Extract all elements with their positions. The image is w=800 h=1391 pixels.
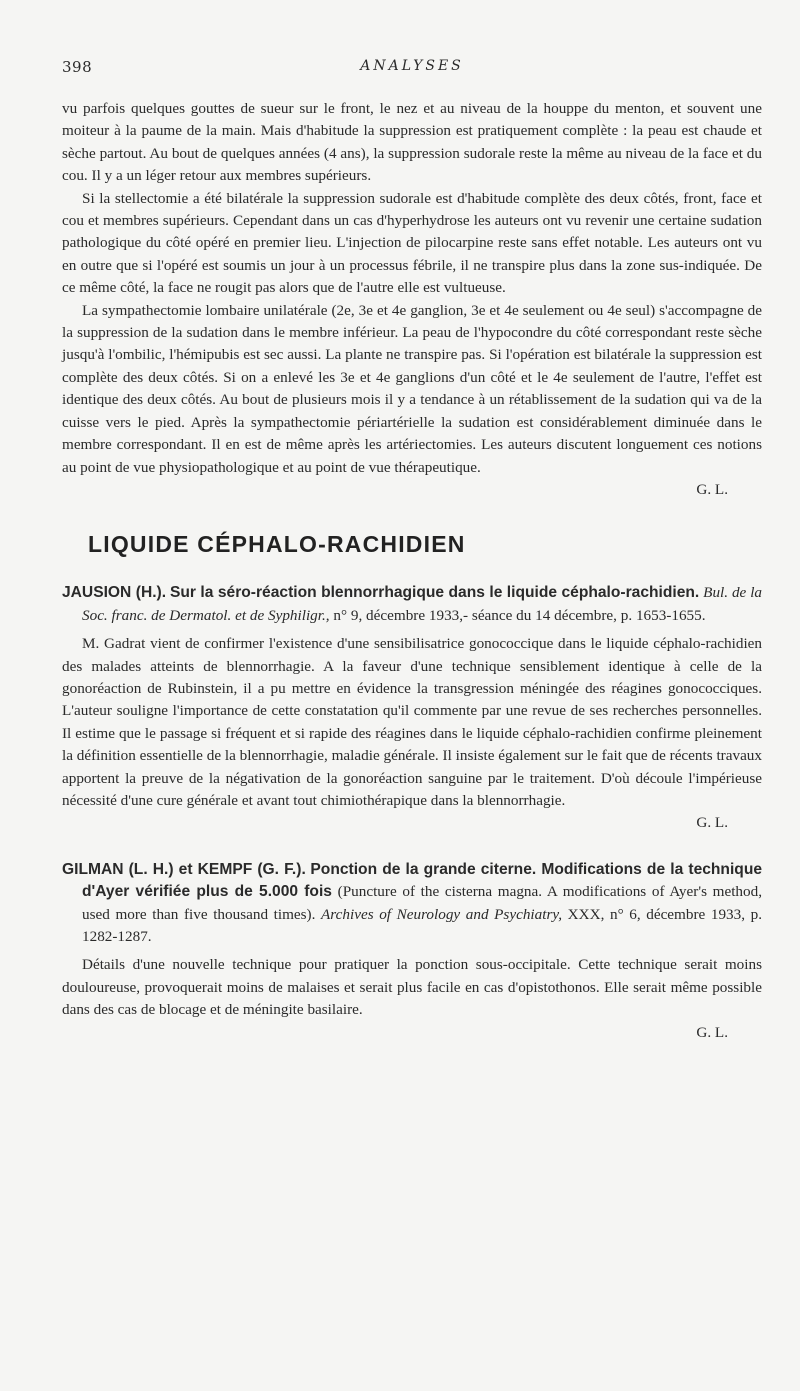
entry-journal: Archives of Neurology and Psychiatry, <box>321 905 563 923</box>
signature: G. L. <box>696 480 728 498</box>
page-number: 398 <box>62 58 93 76</box>
entry-translation: (Puncture of the cisterna magna. A modifications of Ayer's method, used more than five thousand times). <box>82 883 762 923</box>
entry-title: Sur la séro-réaction blennorrhagique dans le liquide céphalo-rachidien. <box>169 584 700 602</box>
signature: G. L. <box>696 814 728 832</box>
header-title: ANALYSES <box>360 58 464 74</box>
entry-authors: JAUSION (H.). <box>62 584 167 602</box>
intro-paragraph: Si la stellectomie a été bilatérale la suppression sudorale est d'habitude complète des deux côtés, front, face et cou et membres supérieurs. Cependant dans un cas d'hyperhydrose les auteurs ont vu revenir une certaine sudation pathologique du côté opéré en premier lieu. L'injection de pilocarpine reste sans effet notable. Les auteurs ont vu en outre que si l'opéré est soumis un jour à un processus fébrile, il ne transpire plus dans la zone sus-indiquée. De ce même côté, la face ne rougit pas alors que de l'autre elle est vultueuse. <box>62 189 762 297</box>
entry-header <box>62 859 762 949</box>
signature: G. L. <box>696 1023 728 1041</box>
entry-citation: XXX, n° 6, décembre 1933, p. 1282-1287. <box>82 905 763 945</box>
intro-text <box>62 98 762 501</box>
intro-paragraph: La sympathectomie lombaire unilatérale (2e, 3e et 4e ganglion, 3e et 4e seulement ou 4e seul) s'accompagne de la suppression de la sudation dans le membre inférieur. La peau de l'hypocondre du côté correspondant reste sèche jusqu'à l'ombilic, l'hémipubis est sec aussi. La plante ne transpire pas. Si l'opération est bilatérale la suppression est complète des deux côtés. Si on a enlevé les 3e et 4e ganglions d'un côté et le 4e seulement de l'autre, l'effet est identique des deux côtés. Au bout de plusieurs mois il y a tendance à un rétablissement de la sudation qui va de la cuisse vers le pied. Après la sympathectomie périartérielle la sudation est considérablement diminuée dans le membre correspondant. Il en est de même après les artériectomies. Les auteurs discutent longuement ces notions au point de vue physiopathologique et au point de vue thérapeutique. <box>62 301 762 476</box>
entry-body: M. Gadrat vient de confirmer l'existence d'une sensibilisatrice gonococcique dans le liquide céphalo-rachidien des malades atteints de blennorrhagie. A la faveur d'une technique sensiblement identique à celle de la gonoréaction de Rubinstein, il a pu mettre en évidence la transgression méningée des réagines gonococciques. L'auteur souligne l'importance de cette constatation qu'il commente par une revue de ses recherches personnelles. Il estime que le passage si fréquent et si rapide des réagines dans le liquide céphalo-rachidien confirme pleinement la définition essentielle de la blennorrhagie, maladie générale. Il insiste également sur le fait que de récents travaux apportent la preuve de la négativation de la gonoréaction sanguine par le traitement. D'où découle l'impérieuse nécessité d'une cure générale et avant tout chimiothérapique dans la blennorrhagie. <box>62 635 762 809</box>
section-heading: LIQUIDE CÉPHALO-RACHIDIEN <box>88 531 466 558</box>
entry-body: Détails d'une nouvelle technique pour pratiquer la ponction sous-occipitale. Cette technique serait moins douloureuse, provoquerait moins de malaises et serait plus facile en cas d'opistothonos. Elle serait même possible dans des cas de blocage et de méningite basilaire. <box>62 956 762 1019</box>
entry-header <box>62 582 762 627</box>
analysis-entry <box>62 859 762 1044</box>
entry-authors: GILMAN (L. H.) et KEMPF (G. F.). <box>62 860 306 878</box>
running-head <box>62 58 762 88</box>
entry-citation: n° 9, décembre 1933,- séance du 14 décembre, p. 1653-1655. <box>333 606 706 624</box>
entry-title: Ponction de la grande citerne. Modifications de la technique d'Ayer vérifiée plus de 5.000 fois <box>82 860 763 901</box>
entry-journal: Bul. de la Soc. franc. de Dermatol. et de Syphiligr., <box>82 584 763 624</box>
intro-paragraph: vu parfois quelques gouttes de sueur sur le front, le nez et au niveau de la houppe du menton, et souvent une moiteur à la paume de la main. Mais d'habitude la suppression est pratiquement complète : la peau est chaude et sèche partout. Au bout de quelques années (4 ans), la suppression sudorale reste la même au niveau de la face et du cou. Il y a un léger retour aux membres supérieurs. <box>62 100 762 185</box>
analysis-entry <box>62 582 762 834</box>
